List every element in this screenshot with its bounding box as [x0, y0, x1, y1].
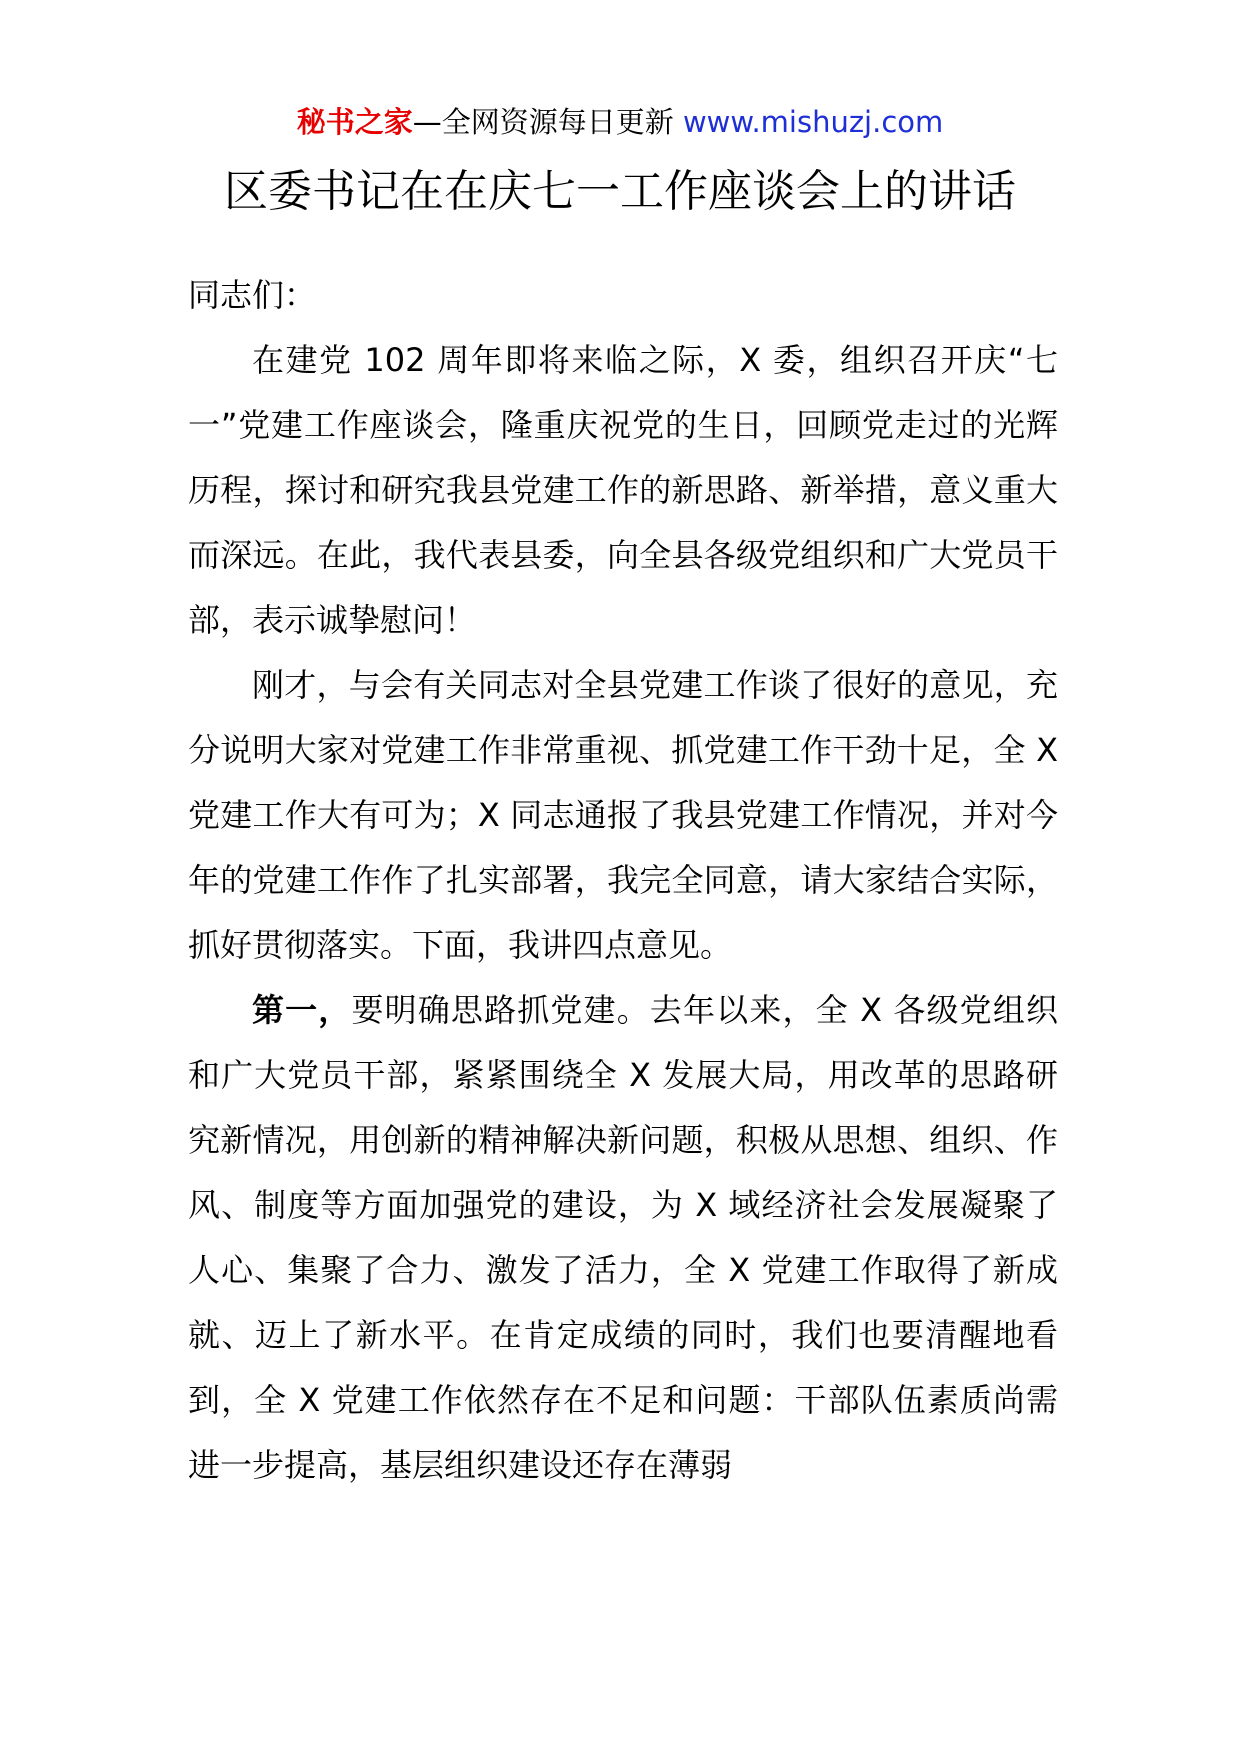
paragraph-3	[188, 978, 1058, 1498]
salutation: 同志们：	[188, 276, 317, 314]
site-url-link[interactable]: www.mishuzj.com	[682, 105, 944, 139]
header-tagline: —全网资源每日更新	[412, 105, 683, 139]
document-body	[188, 263, 1058, 1498]
site-header	[0, 102, 1240, 142]
paragraph-1: 在建党 102 周年即将来临之际，X 委，组织召开庆“七一”党建工作座谈会，隆重庆祝党的生日，回顾党走过的光辉历程，探讨和研究我县党建工作的新思路、新举措，意义重大而深远。在此，我代表县委，向全县各级党组织和广大党员干部，表示诚挚慰问！	[188, 341, 1058, 639]
paragraph-2: 刚才，与会有关同志对全县党建工作谈了很好的意见，充分说明大家对党建工作非常重视、抓党建工作干劲十足，全 X 党建工作大有可为；X 同志通报了我县党建工作情况，并对今年的党建工作作了扎实部署，我完全同意，请大家结合实际，抓好贯彻落实。下面，我讲四点意见。	[188, 666, 1058, 964]
document-title: 区委书记在在庆七一工作座谈会上的讲话	[224, 166, 1016, 217]
section-text: 要明确思路抓党建。去年以来，全 X 各级党组织和广大党员干部，紧紧围绕全 X 发展大局，用改革的思路研究新情况，用创新的精神解决新问题，积极从思想、组织、作风、制度等方面加强党的建设，为 X 域经济社会发展凝聚了人心、集聚了合力、激发了活力，全 X 党建工作取得了新成就、迈上了新水平。在肯定成绩的同时，我们也要清醒地看到，全 X 党建工作依然存在不足和问题：干部队伍素质尚需进一步提高，基层组织建设还存在薄弱	[188, 991, 1058, 1484]
section-lead: 第一，	[252, 991, 352, 1029]
brand-name: 秘书之家	[296, 105, 413, 139]
